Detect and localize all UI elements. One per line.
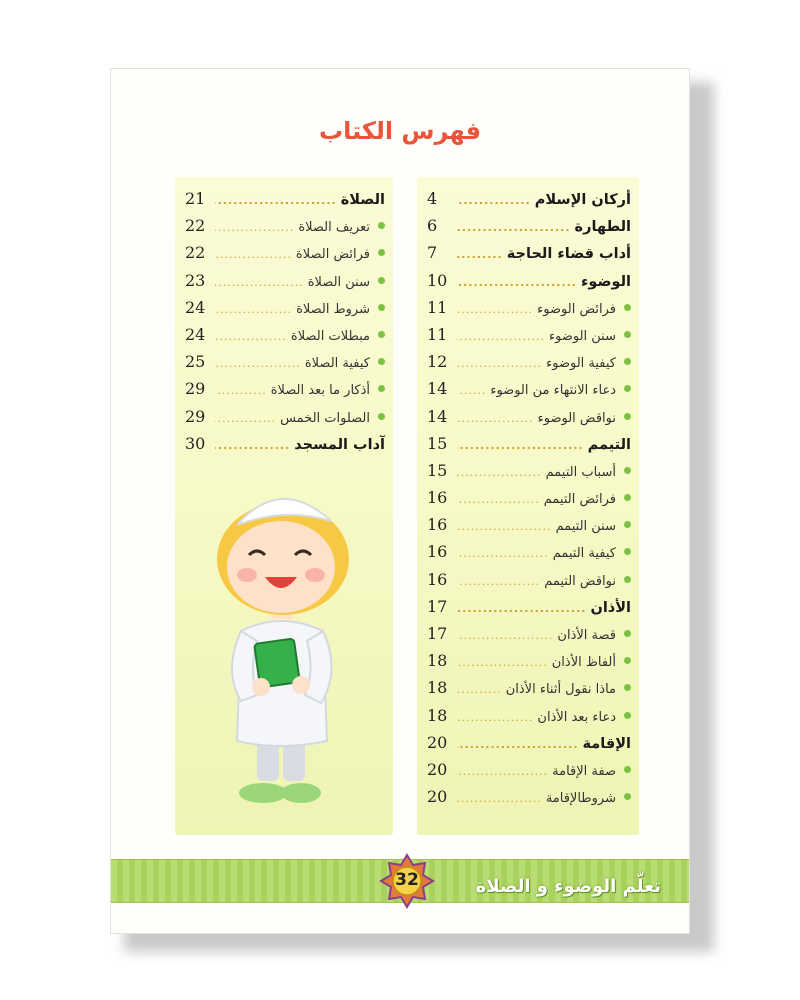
toc-section — [185, 434, 385, 461]
dot-leader — [215, 439, 290, 452]
toc-entry-page: 25 — [185, 352, 206, 372]
dot-leader — [457, 412, 534, 425]
toc-entry-page: 10 — [427, 270, 448, 290]
toc-subsection — [427, 488, 631, 515]
toc-entry-page: 29 — [185, 379, 206, 399]
toc-entry-label: أداب قضاء الحاجة — [506, 246, 631, 263]
toc-section — [427, 434, 631, 461]
toc-entry-page: 16 — [427, 569, 448, 589]
bullet-icon — [378, 304, 385, 311]
dot-leader — [457, 683, 502, 696]
dot-leader — [457, 384, 486, 397]
toc-section — [427, 733, 631, 760]
book-page — [110, 68, 690, 934]
toc-entry-page: 24 — [185, 297, 206, 317]
toc-section — [427, 216, 631, 243]
toc-subsection — [185, 216, 385, 243]
bullet-icon — [624, 766, 631, 773]
bullet-icon — [624, 684, 631, 691]
toc-entry-page: 17 — [427, 596, 448, 616]
dot-leader — [457, 493, 540, 506]
toc-subsection — [427, 760, 631, 787]
toc-entry-label: الطهارة — [574, 219, 631, 236]
toc-entry-page: 11 — [427, 297, 448, 317]
dot-leader — [457, 629, 553, 642]
bullet-icon — [624, 521, 631, 528]
toc-entry-page: 24 — [185, 324, 206, 344]
toc-entry-label: شروط الصلاة — [296, 301, 370, 317]
boy-hand-right — [292, 676, 310, 694]
toc-entry-label: سنن الصلاة — [307, 274, 370, 290]
bullet-icon — [624, 576, 631, 583]
dot-leader — [215, 330, 287, 343]
bullet-icon — [624, 548, 631, 555]
toc-subsection — [427, 651, 631, 678]
toc-entry-page: 15 — [427, 433, 448, 453]
bullet-icon — [624, 358, 631, 365]
toc-entry-page: 22 — [185, 216, 206, 236]
dot-leader — [457, 194, 531, 207]
toc-entry-label: سنن الوضوء — [549, 328, 616, 344]
dot-leader — [457, 602, 586, 615]
boy-face — [227, 521, 335, 613]
toc-entry-label: أذكار ما بعد الصلاة — [270, 383, 370, 399]
bullet-icon — [378, 331, 385, 338]
toc-entry-page: 16 — [427, 515, 448, 535]
toc-subsection — [427, 678, 631, 705]
boy-shoe-right — [281, 783, 321, 803]
toc-entry-label: ماذا نقول أثناء الأذان — [505, 682, 616, 698]
toc-subsection — [427, 461, 631, 488]
toc-subsection — [185, 352, 385, 379]
bullet-icon — [378, 385, 385, 392]
toc-entry-page: 18 — [427, 705, 448, 725]
toc-subsection — [427, 407, 631, 434]
toc-section — [427, 271, 631, 298]
toc-entry-page: 15 — [427, 460, 448, 480]
toc-entry-page: 11 — [427, 324, 448, 344]
toc-entry-label: التيمم — [587, 436, 631, 453]
toc-subsection — [185, 243, 385, 270]
toc-entry-label: كيفية الوضوء — [546, 356, 616, 372]
toc-section — [427, 597, 631, 624]
toc-entry-page: 17 — [427, 624, 448, 643]
toc-entry-page: 12 — [427, 352, 448, 372]
toc-entry-label: فرائض الصلاة — [295, 247, 370, 263]
dot-leader — [215, 357, 301, 370]
bullet-icon — [624, 331, 631, 338]
bullet-icon — [624, 385, 631, 392]
bullet-icon — [378, 277, 385, 284]
toc-entry-label: دعاء الانتهاء من الوضوء — [490, 383, 616, 399]
toc-entry-label: دعاء بعد الأذان — [537, 709, 616, 725]
toc-entry-page: 20 — [427, 787, 448, 807]
toc-entry-label: مبطلات الصلاة — [290, 328, 370, 344]
dot-leader — [457, 711, 533, 724]
toc-entry-label: الوضوء — [580, 273, 631, 290]
toc-entry-label: صفة الإقامة — [552, 763, 616, 779]
toc-subsection — [427, 352, 631, 379]
bullet-icon — [378, 222, 385, 229]
toc-entry-label: آداب المسجد — [294, 436, 385, 453]
dot-leader — [457, 276, 577, 289]
dot-leader — [457, 303, 533, 316]
bullet-icon — [624, 630, 631, 637]
toc-section — [427, 243, 631, 270]
dot-leader — [457, 330, 545, 343]
dot-leader — [457, 466, 542, 479]
toc-subsection — [427, 706, 631, 733]
dot-leader — [457, 357, 542, 370]
page-number: 32 — [395, 870, 419, 890]
toc-entry-label: شروطالإقامة — [545, 791, 616, 807]
toc-entry-page: 20 — [427, 732, 448, 752]
toc-entry-page: 30 — [185, 433, 206, 453]
toc-entry-label: الأذان — [590, 599, 631, 616]
page-title: فهرس الكتاب — [318, 117, 482, 145]
toc-list-right — [417, 177, 639, 814]
toc-entry-page: 14 — [427, 379, 448, 399]
toc-entry-label: كيفية التيمم — [552, 546, 616, 562]
toc-entry-label: نواقض الوضوء — [537, 410, 616, 426]
toc-subsection — [185, 407, 385, 434]
dot-leader — [215, 303, 292, 316]
toc-subsection — [427, 379, 631, 406]
dot-leader — [457, 520, 552, 533]
page-number-badge — [379, 853, 435, 909]
book-title-logo: تعلّم الوضوء و الصلاة — [475, 876, 661, 897]
toc-entry-page: 20 — [427, 759, 448, 779]
dot-leader — [457, 765, 548, 778]
bullet-icon — [624, 494, 631, 501]
toc-entry-label: ألفاظ الأذان — [551, 655, 616, 671]
toc-entry-label: فرائض الوضوء — [537, 301, 616, 317]
toc-entry-label: أسباب التيمم — [545, 464, 616, 480]
toc-list-left — [175, 177, 393, 461]
toc-entry-page: 18 — [427, 678, 448, 698]
bullet-icon — [624, 793, 631, 800]
bullet-icon — [378, 358, 385, 365]
toc-entry-page: 4 — [427, 189, 438, 208]
dot-leader — [457, 248, 503, 261]
toc-subsection — [185, 298, 385, 325]
bullet-icon — [624, 413, 631, 420]
toc-subsection — [427, 298, 631, 325]
toc-section — [427, 189, 631, 216]
dot-leader — [457, 738, 579, 751]
toc-subsection — [427, 515, 631, 542]
dot-leader — [457, 575, 540, 588]
dot-leader — [457, 439, 584, 452]
toc-entry-page: 16 — [427, 542, 448, 562]
dot-leader — [215, 194, 337, 207]
dot-leader — [215, 412, 276, 425]
dot-leader — [457, 656, 548, 669]
toc-entry-label: أركان الإسلام — [534, 192, 631, 208]
toc-subsection — [427, 325, 631, 352]
toc-entry-page: 21 — [185, 189, 206, 208]
toc-entry-page: 7 — [427, 243, 438, 263]
boy-illustration — [201, 481, 361, 821]
toc-entry-label: سنن التيمم — [555, 519, 616, 535]
boy-hand-left — [252, 678, 270, 696]
toc-subsection — [427, 542, 631, 569]
dot-leader — [215, 384, 267, 397]
toc-entry-page: 14 — [427, 406, 448, 426]
toc-entry-label: قصة الأذان — [557, 628, 616, 643]
bullet-icon — [378, 249, 385, 256]
dot-leader — [215, 276, 304, 289]
bullet-icon — [624, 657, 631, 664]
toc-entry-label: نواقض التيمم — [544, 573, 616, 589]
toc-subsection — [427, 787, 631, 814]
bullet-icon — [624, 712, 631, 719]
toc-entry-label: الصلاة — [340, 192, 385, 208]
toc-entry-page: 6 — [427, 216, 438, 236]
toc-entry-page: 18 — [427, 651, 448, 671]
dot-leader — [215, 221, 294, 234]
toc-entry-label: الإقامة — [582, 735, 631, 752]
toc-entry-page: 29 — [185, 406, 206, 426]
dot-leader — [457, 792, 542, 805]
toc-entry-label: فرائض التيمم — [543, 492, 616, 508]
boy-shoe-left — [239, 783, 287, 803]
dot-leader — [457, 547, 549, 560]
toc-section — [185, 189, 385, 216]
bullet-icon — [624, 467, 631, 474]
toc-subsection — [185, 379, 385, 406]
toc-subsection — [185, 325, 385, 352]
toc-entry-label: كيفية الصلاة — [304, 356, 370, 372]
bullet-icon — [378, 413, 385, 420]
bullet-icon — [624, 304, 631, 311]
toc-entry-page: 16 — [427, 488, 448, 508]
toc-entry-label: تعريف الصلاة — [298, 220, 370, 236]
toc-entry-label: الصلوات الخمس — [280, 410, 370, 426]
toc-subsection — [427, 570, 631, 597]
toc-subsection — [185, 271, 385, 298]
dot-leader — [457, 221, 571, 234]
toc-panel-right — [417, 177, 639, 835]
toc-subsection — [427, 624, 631, 651]
dot-leader — [215, 248, 292, 261]
toc-entry-page: 22 — [185, 243, 206, 263]
toc-entry-page: 23 — [185, 270, 206, 290]
